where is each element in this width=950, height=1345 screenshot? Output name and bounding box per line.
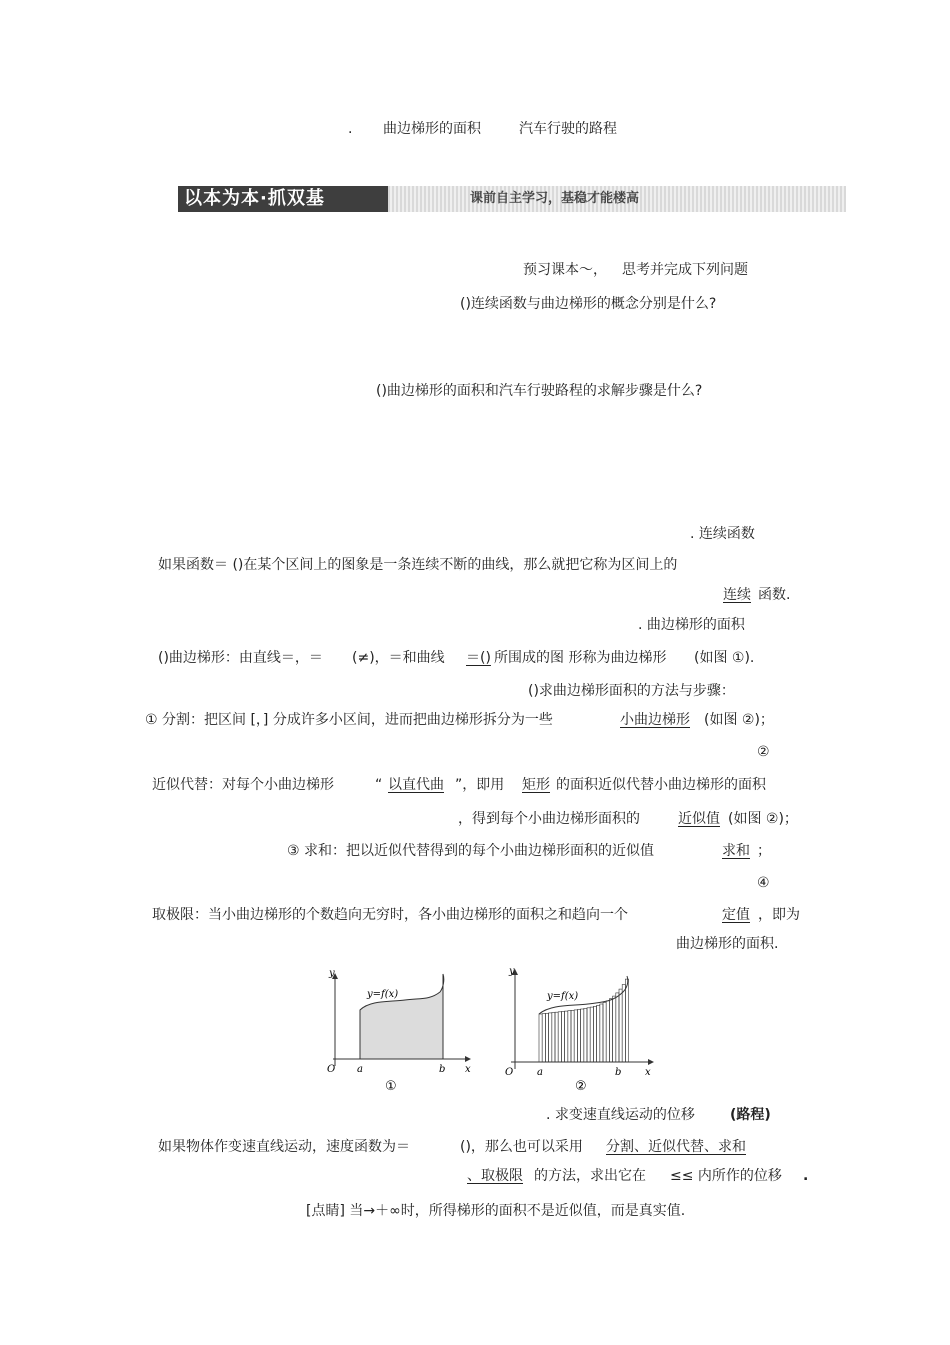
approx-rectangle — [603, 1003, 606, 1062]
sec2-line1-d: 所围成的图 形称为曲边梯形 — [494, 650, 667, 666]
step2-term-2: 矩形 — [522, 777, 550, 793]
step4-end: ，即为 — [758, 907, 800, 923]
step1-end: (如图 ②)； — [704, 712, 774, 728]
sec2-curve-term: ＝() — [466, 650, 491, 666]
sec3-method-term: 分割、近似代替、求和 — [606, 1139, 746, 1155]
curved-trapezoid-region — [360, 974, 444, 1059]
approx-rectangle — [606, 1001, 609, 1062]
step2-text-d: (如图 ②)； — [728, 811, 798, 827]
approx-rectangle — [593, 1006, 596, 1062]
approx-rectangle — [619, 989, 622, 1062]
fig2-b-label: b — [615, 1067, 622, 1078]
sec2-line1-a: ()曲边梯形：由直线＝，＝ — [158, 650, 323, 666]
approx-rectangle — [616, 993, 619, 1062]
fig1-caption: ① — [385, 1079, 397, 1094]
sec3-line2-a: 的方法，求出它在 — [534, 1168, 646, 1184]
approx-rectangle — [552, 1013, 555, 1063]
approx-rectangle — [571, 1010, 574, 1062]
step2-text-c: ，得到每个小曲边梯形面积的 — [458, 811, 640, 827]
sec1-line2-rest: 函数. — [758, 587, 791, 603]
figure-1-graph — [325, 962, 480, 1097]
step2-quote-close: ”，即用 — [455, 777, 505, 793]
approx-rectangle — [613, 996, 616, 1062]
title-number: . — [348, 121, 353, 137]
step1-text: ① 分割：把区间 [，] 分成许多小区间，进而把曲边梯形拆分为一些 — [145, 712, 553, 728]
fig2-y-label: y — [509, 966, 515, 977]
sec2-line2: ()求曲边梯形面积的方法与步骤： — [528, 683, 735, 699]
approx-rectangle — [587, 1008, 590, 1062]
approx-rectangle — [565, 1011, 568, 1062]
sec1-continuous-term: 连续 — [723, 587, 751, 603]
preview-question-1: ()连续函数与曲边梯形的概念分别是什么? — [460, 296, 717, 312]
section-banner — [178, 186, 846, 212]
approx-rectangle — [584, 1008, 587, 1062]
sec1-heading: . 连续函数 — [690, 526, 755, 542]
fig2-x-label: x — [645, 1067, 651, 1078]
preview-question-2: ()曲边梯形的面积和汽车行驶路程的求解步骤是什么? — [376, 383, 703, 399]
step3-text: ③ 求和：把以近似代替得到的每个小曲边梯形面积的近似值 — [287, 843, 654, 859]
step2-term-1: 以直代曲 — [388, 777, 444, 793]
fig2-caption: ② — [575, 1079, 587, 1094]
approx-rectangle — [542, 1014, 545, 1062]
step4-tail: 曲边梯形的面积. — [676, 936, 779, 952]
fig1-y-label: y — [329, 968, 335, 979]
fig2-curve-label: y=f(x) — [547, 991, 579, 1002]
approx-rectangle — [561, 1011, 564, 1062]
approx-rectangle — [590, 1007, 593, 1062]
sec1-line1: 如果函数＝ ()在某个区间上的图象是一条连续不断的曲线，那么就把它称为区间上的 — [158, 557, 678, 573]
fig2-origin-label: O — [505, 1067, 514, 1078]
fig1-x-label: x — [465, 1064, 471, 1075]
approx-rectangle — [545, 1013, 548, 1062]
approx-rectangle — [555, 1012, 558, 1062]
step2-text: 近似代替：对每个小曲边梯形 — [152, 777, 334, 793]
figure-2-graph — [503, 962, 658, 1097]
fig2-a-label: a — [537, 1067, 543, 1078]
key-point-note: [点睛] 当→＋∞时，所得梯形的面积不是近似值，而是真实值. — [306, 1203, 686, 1219]
step4-term: 定值 — [722, 907, 750, 923]
step3-end: ； — [757, 843, 771, 859]
step3-term: 求和 — [722, 843, 750, 859]
sec2-line1-b: (≠)，＝和曲线 — [352, 650, 445, 666]
approx-rectangle — [622, 985, 625, 1063]
step2-number: ② — [757, 744, 770, 760]
preview-intro-2: 思考并完成下列问题 — [622, 262, 748, 278]
banner-left-label: 以本为本·抓双基 — [178, 186, 388, 212]
approx-rectangle — [600, 1004, 603, 1062]
sec3-line2-end: . — [803, 1168, 809, 1184]
fig1-b-label: b — [439, 1064, 446, 1075]
approx-rectangle — [597, 1005, 600, 1062]
sec3-line1-b: ()，那么也可以采用 — [460, 1139, 583, 1155]
step2-text-b: 的面积近似代替小曲边梯形的面积 — [556, 777, 766, 793]
approx-rectangle — [574, 1010, 577, 1062]
fig1-origin-label: O — [327, 1064, 336, 1075]
step4-number: ④ — [757, 875, 770, 891]
approx-rectangle — [577, 1009, 580, 1062]
approx-rectangle — [581, 1009, 584, 1062]
approx-rectangle — [625, 979, 628, 1062]
sec3-limit-term: 、取极限 — [467, 1168, 523, 1184]
preview-intro-1: 预习课本～， — [523, 262, 607, 278]
title-text-1: 曲边梯形的面积 — [383, 121, 481, 137]
step1-term: 小曲边梯形 — [620, 712, 690, 728]
sec3-line1-a: 如果物体作变速直线运动，速度函数为＝ — [158, 1139, 410, 1155]
sec3-heading: . 求变速直线运动的位移 — [546, 1107, 695, 1123]
fig1-a-label: a — [357, 1064, 363, 1075]
sec3-heading-suffix: (路程) — [730, 1107, 771, 1123]
banner-right-label: 课前自主学习，基稳才能楼高 — [470, 191, 640, 206]
sec3-line2-b: ≤≤ 内所作的位移 — [670, 1168, 782, 1184]
step2-term-3: 近似值 — [678, 811, 720, 827]
approx-rectangle — [549, 1013, 552, 1062]
step2-quote-open: “ — [375, 777, 383, 793]
sec2-line1-e: (如图 ①). — [694, 650, 755, 666]
approx-rectangle — [539, 1014, 542, 1062]
approx-rectangle — [609, 999, 612, 1062]
approx-rectangle — [568, 1011, 571, 1062]
title-text-2: 汽车行驶的路程 — [519, 121, 617, 137]
approx-rectangle — [558, 1012, 561, 1062]
sec2-heading: . 曲边梯形的面积 — [638, 617, 745, 633]
fig1-curve-label: y=f(x) — [367, 989, 399, 1000]
step4-text: 取极限：当小曲边梯形的个数趋向无穷时，各小曲边梯形的面积之和趋向一个 — [152, 907, 628, 923]
